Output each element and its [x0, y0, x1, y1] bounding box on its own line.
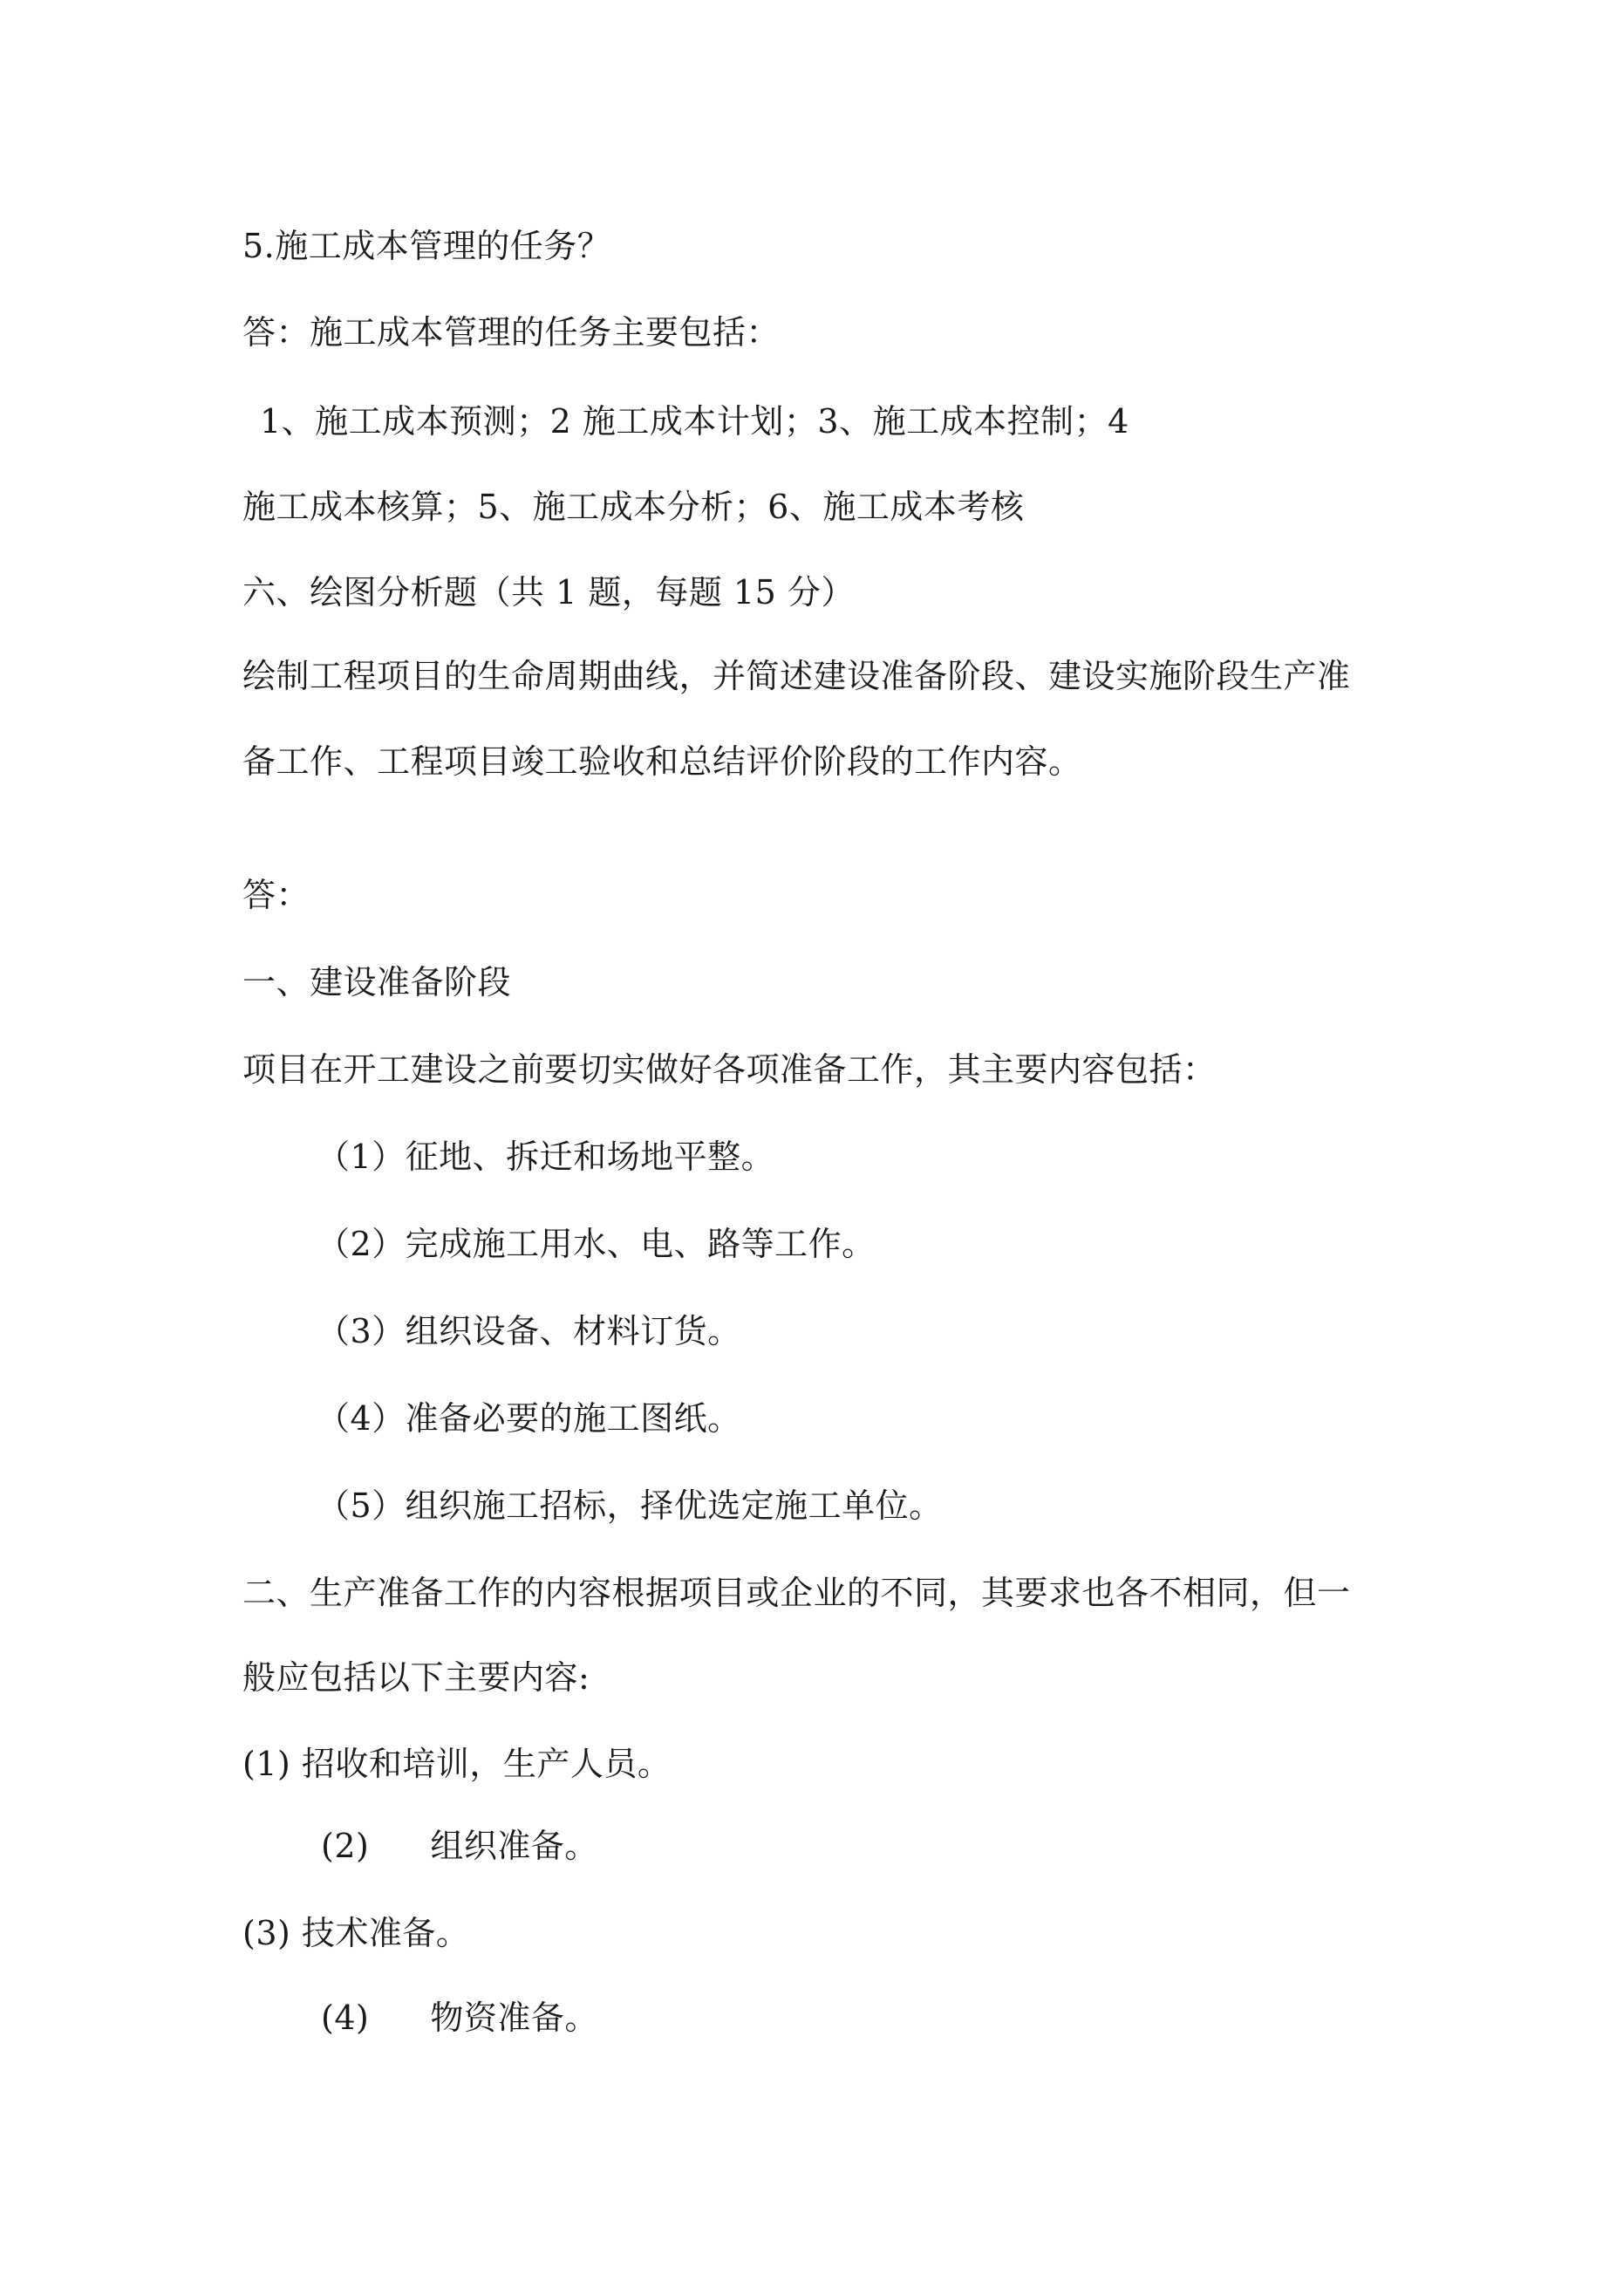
part-2-item-1: (1) 招收和培训，生产人员。 — [242, 1745, 672, 1783]
part-1-item: （4）准备必要的施工图纸。 — [317, 1399, 741, 1438]
part-1-item: （5）组织施工招标，择优选定施工单位。 — [317, 1486, 943, 1525]
question-5-answer-intro: 答：施工成本管理的任务主要包括： — [242, 313, 781, 352]
question-5-items-line-2: 施工成本核算；5、施工成本分析；6、施工成本考核 — [242, 488, 1025, 526]
question-5-items-line-1: 1、施工成本预测；2 施工成本计划；3、施工成本控制；4 — [260, 402, 1129, 441]
part-2-item-2-number: (2) — [321, 1827, 370, 1865]
section-6-prompt-line-2: 备工作、工程项目竣工验收和总结评价阶段的工作内容。 — [242, 742, 1082, 781]
part-1-item: （3）组织设备、材料订货。 — [317, 1312, 741, 1350]
part-2-heading-line-1: 二、生产准备工作的内容根据项目或企业的不同，其要求也各不相同，但一 — [242, 1574, 1351, 1612]
part-2-item-4-text: 物资准备。 — [430, 1999, 598, 2037]
part-2-item-4 — [321, 1998, 598, 2038]
section-6-prompt-line-1: 绘制工程项目的生命周期曲线，并简述建设准备阶段、建设实施阶段生产准 — [242, 657, 1351, 695]
answer-label: 答： — [242, 876, 310, 914]
question-5-title: 5.施工成本管理的任务？ — [242, 227, 611, 265]
part-2-heading-line-2: 般应包括以下主要内容: — [242, 1658, 590, 1697]
part-1-intro: 项目在开工建设之前要切实做好各项准备工作，其主要内容包括： — [242, 1050, 1217, 1089]
part-2-item-3: (3) 技术准备。 — [242, 1914, 470, 1952]
section-6-heading: 六、绘图分析题（共 1 题，每题 15 分） — [242, 573, 855, 612]
part-1-item: （2）完成施工用水、电、路等工作。 — [317, 1225, 876, 1263]
part-2-item-4-number: (4) — [321, 1999, 370, 2037]
part-1-heading: 一、建设准备阶段 — [242, 963, 512, 1001]
part-2-item-2 — [321, 1826, 598, 1866]
part-1-item: （1）征地、拆迁和场地平整。 — [317, 1138, 775, 1176]
part-2-item-2-text: 组织准备。 — [430, 1827, 598, 1865]
